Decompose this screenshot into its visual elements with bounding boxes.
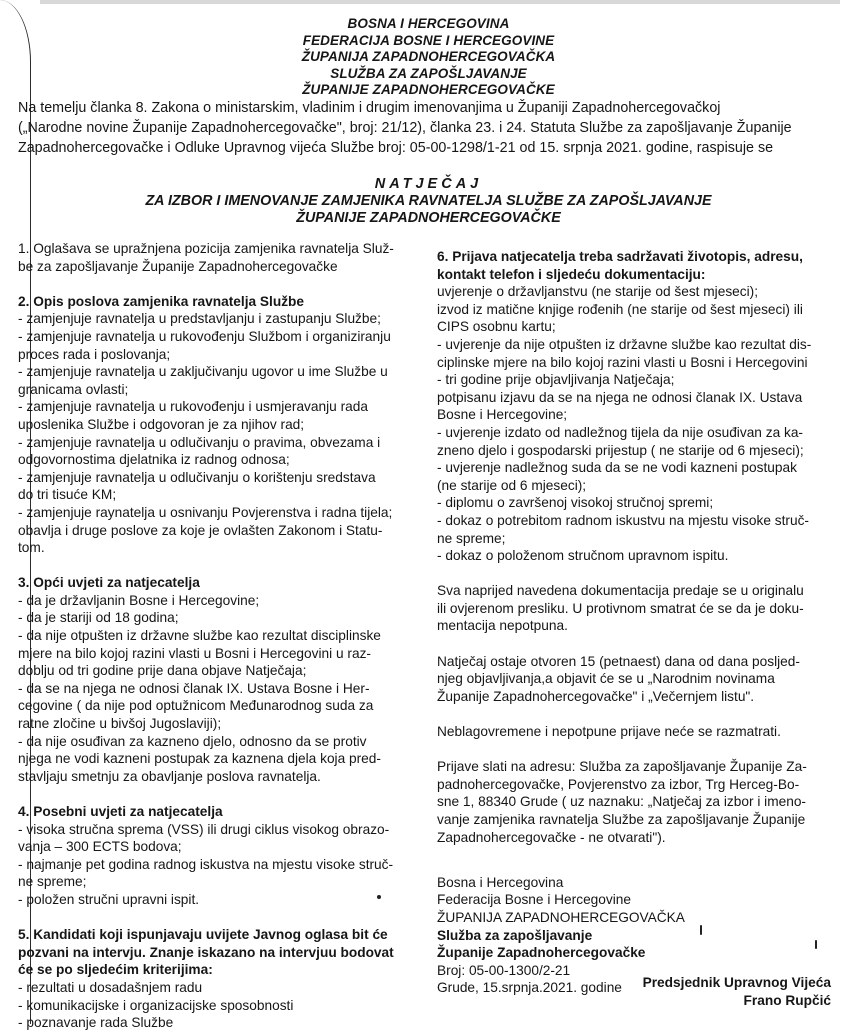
condition-item: - da je stariji od 18 godina; xyxy=(18,610,179,626)
condition-item: stavljaju smetnju za obavljanje poslova ravnatelja. xyxy=(18,768,321,784)
document-item: - dokaz o potrebitom radnom iskustvu na mjestu visoke struč- xyxy=(437,512,809,528)
spacer xyxy=(18,785,426,803)
issuer-footer-line: Federacija Bosne i Hercegovine xyxy=(437,892,632,908)
spacer xyxy=(18,275,426,293)
address-note: sne 1, 88340 Grude ( uz naznaku: „Natječaj za izbor i imeno- xyxy=(437,794,806,810)
address-note: Zapadnohercegovačke - ne otvarati"). xyxy=(437,829,666,845)
special-condition-item: vanja – 300 ECTS bodova; xyxy=(18,839,182,855)
document-item: (ne starije od 6 mjeseci); xyxy=(437,477,587,493)
section-6-heading: 6. Prijava natjecatelja treba sadržavati životopis, adresu, xyxy=(437,249,803,264)
special-condition-item: - visoka stručna sprema (VSS) ili drugi ciklus visokog obrazo- xyxy=(18,821,390,837)
document-item: - uvjerenje izdato od nadležnog tijela da nije osuđivan za ka- xyxy=(437,424,803,440)
condition-item: - da se na njega ne odnosi članak IX. Ustava Bosne i Her- xyxy=(18,680,370,696)
print-speck xyxy=(377,895,381,899)
duty-item: proces rada i poslovanja; xyxy=(18,346,171,362)
condition-item: ratne zločine u bivšoj Jugoslaviji); xyxy=(18,716,222,732)
duty-item: - zamjenjuje ravnatelja u predstavljanju i zastupanju Službe; xyxy=(18,311,381,327)
document-item: - dokaz o položenom stručnom upravnom ispitu. xyxy=(437,548,729,564)
address-note: vanje zamjenika ravnatelja Službe za zapošljavanje Županije xyxy=(437,812,806,827)
document-item: zneno djelo i gospodarski prijestup ( ne starije od 6 mjeseci); xyxy=(437,442,804,458)
condition-item: mjere na bilo kojoj razini vlasti u Bosni i Hercegovini u raz- xyxy=(18,645,371,661)
signature-block xyxy=(643,974,831,1009)
document-item: Bosne i Hercegovine; xyxy=(437,407,568,423)
duty-item: - zamjenjuje raynatelja u osnivanju Povjerenstva i radna tijela; xyxy=(18,504,393,520)
title-sub: ZA IZBOR I IMENOVANJE ZAMJENIKA RAVNATELJA SLUŽBE ZA ZAPOŠLJAVANJE xyxy=(145,193,712,209)
print-speck xyxy=(700,925,702,935)
document-item: uvjerenje o državljanstvu (ne starije od šest mjeseci); xyxy=(437,284,759,300)
section-3-heading: 3. Opći uvjeti za natjecatelja xyxy=(18,575,200,591)
spacer xyxy=(437,635,835,653)
deadline-note: njeg objavljivanja,a objavit će se u „Narodnim novinama xyxy=(437,671,775,687)
document-item: - uvjerenje nadležnog suda da se ne vodi kazneni postupak xyxy=(437,460,797,476)
deadline-note: Natječaj ostaje otvoren 15 (petnaest) dana od dana posljed- xyxy=(437,653,800,669)
spacer xyxy=(437,846,835,864)
document-item: - diplomu o završenoj visokoj stručnoj spremi; xyxy=(437,495,714,511)
deadline-note: Županije Zapadnohercegovačke" i „Večernjem listu". xyxy=(437,688,755,704)
section-1-line: be za zapošljavanje Županije Zapadnohercegovačke xyxy=(18,258,338,274)
legal-basis-paragraph xyxy=(18,98,830,158)
issuer-footer-line: Služba za zapošljavanje xyxy=(437,927,593,943)
address-note: Prijave slati na adresu: Služba za zapošljavanje Županije Za- xyxy=(437,759,807,775)
print-speck xyxy=(815,940,817,949)
issuer-footer-line: Županije Zapadnohercegovačke xyxy=(437,945,646,961)
duty-item: tom. xyxy=(18,540,45,556)
duty-item: granicama ovlasti; xyxy=(18,381,129,397)
intro-line: Na temelju članka 8. Zakona o ministarskim, vladinim i drugim imenovanjima u Županiji Zapadnohercegovačkoj xyxy=(18,100,721,116)
spacer xyxy=(18,557,426,575)
duty-item: - zamjenjuje ravnatelja u rukovođenju Službom i organiziranju xyxy=(18,328,391,344)
document-number: Broj: 05-00-1300/2-21 xyxy=(437,962,571,978)
special-condition-item: - položen stručni upravni ispit. xyxy=(18,891,200,907)
page-edge-top xyxy=(40,0,840,4)
condition-item: njega ne vodi kazneni postupak za kaznena djela koja pred- xyxy=(18,751,381,767)
intro-line: Zapadnohercegovačke i Odluke Upravnog vijeća Službe broj: 05-00-1298/1-21 od 15. srpnja 2021. godine, raspisuje se xyxy=(18,140,774,156)
document-item: ne spreme; xyxy=(437,530,506,546)
header-line: BOSNA I HERCEGOVINA xyxy=(347,16,510,31)
criteria-item: - poznavanje rada Službe xyxy=(18,1015,174,1031)
title-sub: ŽUPANIJE ZAPADNOHERCEGOVAČKE xyxy=(296,210,561,226)
issuer-header xyxy=(0,16,857,99)
spacer xyxy=(437,705,835,723)
duty-item: - zamjenjuje ravnatelja u rukovođenju i usmjeravanju rada xyxy=(18,399,368,415)
intro-line: („Narodne novine Županije Zapadnohercegovačke", broj: 21/12), članka 23. i 24. Statuta Službe za zapošljavanje Županije xyxy=(18,120,792,136)
header-line: ŽUPANIJA ZAPADNOHERCEGOVAČKA xyxy=(301,49,556,64)
spacer xyxy=(437,741,835,759)
document-item: izvod iz matične knjige rođenih (ne starije od šest mjeseci) ili xyxy=(437,301,803,317)
document-item: ciplinske mjere na bilo kojoj razini vlasti u Bosni i Hercegovini xyxy=(437,354,808,370)
signatory-role: Predsjednik Upravnog Vijeća xyxy=(642,975,831,990)
section-2-heading: 2. Opis poslova zamjenika ravnatelja Službe xyxy=(18,293,305,309)
document-item: CIPS osobnu kartu; xyxy=(437,319,556,335)
duty-item: uposlenika Službe i odgovoran je za njihov rad; xyxy=(18,416,305,432)
condition-item: - da nije osuđivan za kazneno djelo, odnosno da se protiv xyxy=(18,733,367,749)
document-item: potpisanu izjavu da se na njega ne odnosi članak IX. Ustava xyxy=(437,389,803,405)
signatory-name: Frano Rupčić xyxy=(743,992,831,1008)
issuer-footer-line: Bosna i Hercegovina xyxy=(437,874,564,890)
section-5-heading: će se po sljedećim kriterijima: xyxy=(18,962,213,978)
title-main: NATJEČAJ xyxy=(374,176,483,192)
originals-note: mentacija nepotpuna. xyxy=(437,618,568,634)
condition-item: - da je državljanin Bosne i Hercegovine; xyxy=(18,592,260,608)
criteria-item: - rezultati u dosadašnjem radu xyxy=(18,979,203,995)
document-date: Grude, 15.srpnja.2021. godine xyxy=(437,980,622,996)
document-item: - tri godine prije objavljivanja Natječaja; xyxy=(437,372,675,388)
section-6-heading: kontakt telefon i sljedeću dokumentaciju: xyxy=(437,266,706,282)
section-5-heading: 5. Kandidati koji ispunjavaju uvijete Javnog oglasa bit će xyxy=(18,927,388,943)
duty-item: odgovornostima djelatnika iz radnog odnosa; xyxy=(18,452,290,468)
originals-note: ili ovjerenom preslіku. U protivnom smatrat će se da je doku- xyxy=(437,600,804,616)
duty-item: - zamjenjuje ravnatelja u zaključivanju ugovor u ime Službe u xyxy=(18,364,388,380)
address-note: padnohercegovačke, Povjerenstvo za izbor, Trg Herceg-Bo- xyxy=(437,776,800,792)
special-condition-item: - najmanje pet godina radnog iskustva na mjestu visoke struč- xyxy=(18,856,394,872)
header-line: FEDERACIJA BOSNE I HERCEGOVINE xyxy=(302,32,555,48)
duty-item: - zamjenjuje ravnatelja u odlučivanju o korištenju sredstava xyxy=(18,469,376,485)
duty-item: do tri tisuće KM; xyxy=(18,487,117,503)
document-item: - uvjerenje da nije otpušten iz državne službe kao rezultat dis- xyxy=(437,336,812,352)
issuer-footer-line: ŽUPANIJA ZAPADNOHERCEGOVAČKA xyxy=(437,909,685,925)
originals-note: Sva naprijed navedena dokumentacija predaje se u originalu xyxy=(437,583,804,599)
section-4-heading: 4. Posebni uvjeti za natjecatelja xyxy=(18,804,223,819)
header-line: ŽUPANIJE ZAPADNOHERCEGOVAČKE xyxy=(302,82,555,97)
section-5-heading: pozvani na intervju. Znanje iskazano na intervjuu bodovat xyxy=(18,944,394,960)
right-column xyxy=(437,248,835,997)
duty-item: - zamjenjuje ravnatelja u odlučivanju o pravima, obvezama i xyxy=(18,434,381,450)
condition-item: cegovine ( da nije pod optužnicom Međunarodnog suda za xyxy=(18,698,374,714)
duty-item: obavlja i druge poslove za koje je ovlašten Zakonom i Statu- xyxy=(18,522,383,538)
spacer xyxy=(437,565,835,583)
special-condition-item: ne spreme; xyxy=(18,874,87,890)
spacer xyxy=(437,864,835,874)
condition-item: doblju od tri godine prije dana objave Natječaja; xyxy=(18,663,307,679)
header-line: SLUŽBA ZA ZAPOŠLJAVANJE xyxy=(330,65,527,81)
spacer xyxy=(18,909,426,927)
left-column xyxy=(18,240,426,1032)
announcement-title xyxy=(0,176,857,227)
criteria-item: - komunikacijske i organizacijske sposobnosti xyxy=(18,997,294,1013)
condition-item: - da nije otpušten iz državne službe kao rezultat disciplinske xyxy=(18,628,381,644)
late-applications-note: Neblagovremene i nepotpune prijave neće se razmatrati. xyxy=(437,724,781,740)
section-1-line: 1. Oglašava se upražnjena pozicija zamjenika ravnatelja Služ- xyxy=(18,241,394,256)
